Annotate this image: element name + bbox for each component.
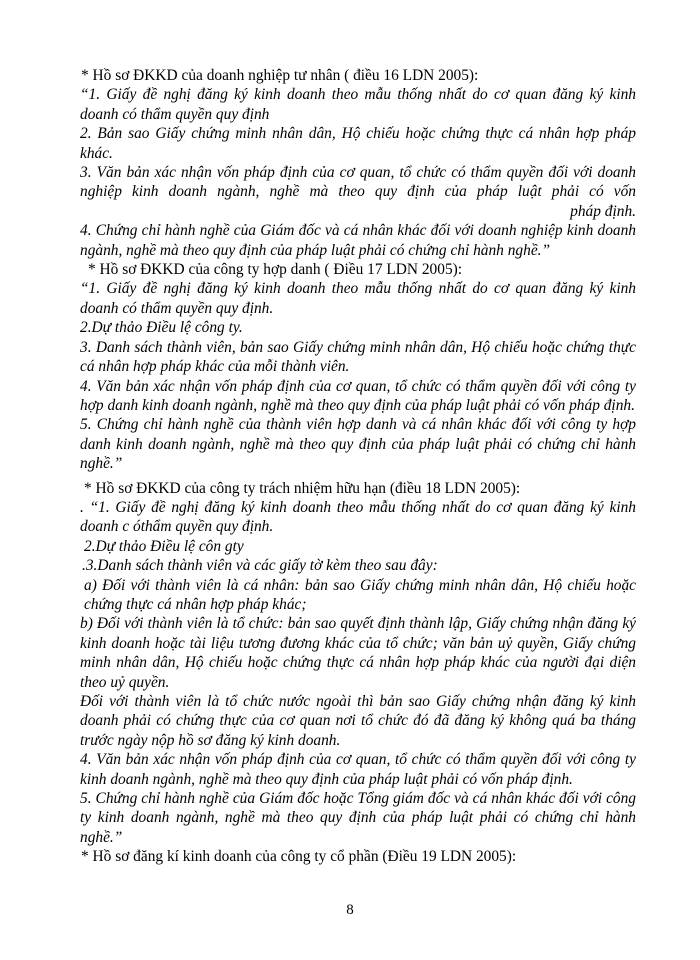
paragraph: . “1. Giấy đề nghị đăng ký kinh doanh theo mẫu thống nhất do cơ quan đăng ký kinh doanh c óthẩm quyền quy định.	[80, 498, 636, 536]
paragraph: 4. Chứng chỉ hành nghề của Giám đốc và cá nhân khác đối với doanh nghiệp kinh doanh ngành, nghề mà theo quy định của pháp luật phải có chứng chỉ hành nghề.”	[80, 222, 636, 259]
paragraph: 5. Chứng chỉ hành nghề của thành viên hợp danh và cá nhân khác đối với công ty hợp danh kinh doanh ngành, nghề mà theo quy định của pháp luật phải có chứng chỉ hành nghề.”	[80, 416, 636, 473]
section-heading: * Hồ sơ ĐKKD của doanh nghiệp tư nhân ( điều 16 LDN 2005):	[81, 67, 479, 84]
paragraph: 4. Văn bản xác nhận vốn pháp định của cơ quan, tổ chức có thẩm quyền đối với công ty kinh doanh ngành, nghề mà theo quy định của pháp luật phải có vốn pháp định.	[80, 751, 636, 788]
document-body	[80, 66, 636, 867]
paragraph: pháp định.	[570, 202, 636, 220]
paragraph: 3. Văn bản xác nhận vốn pháp định của cơ quan, tổ chức có thẩm quyền đối với doanh nghiệp kinh doanh ngành, nghề mà theo quy định của pháp luật phải có vốn	[80, 164, 636, 201]
paragraph: “1. Giấy đề nghị đăng ký kinh doanh theo mẫu thống nhất do cơ quan đăng ký kinh doanh có thẩm quyền quy định	[80, 86, 636, 123]
section-heading: * Hồ sơ đăng kí kinh doanh của công ty cổ phần (Điều 19 LDN 2005):	[81, 848, 517, 866]
section-heading: * Hồ sơ ĐKKD của công ty trách nhiệm hữu hạn (điều 18 LDN 2005):	[84, 479, 521, 497]
paragraph: Đối với thành viên là tổ chức nước ngoài thì bản sao Giấy chứng nhận đăng ký kinh doanh phải có chứng thực của cơ quan nơi tổ chức đó đã đăng ký không quá ba tháng trước ngày nộp hồ sơ đăng ký kinh doanh.	[80, 693, 636, 749]
paragraph: .3.Danh sách thành viên và các giấy tờ kèm theo sau đây:	[82, 557, 438, 575]
paragraph: a) Đối với thành viên là cá nhân: bản sao Giấy chứng minh nhân dân, Hộ chiếu hoặc chứng thực cá nhân hợp pháp khác;	[84, 576, 636, 613]
paragraph: 2.Dự thảo Điều lệ công ty.	[80, 319, 243, 337]
paragraph: 2.Dự thảo Điều lệ côn gty	[84, 537, 244, 555]
section-heading: * Hồ sơ ĐKKD của công ty hợp danh ( Điều 17 LDN 2005):	[88, 261, 463, 279]
paragraph: 2. Bản sao Giấy chứng minh nhân dân, Hộ chiếu hoặc chứng thực cá nhân hợp pháp khác.	[80, 125, 636, 162]
paragraph: 4. Văn bản xác nhận vốn pháp định của cơ quan, tổ chức có thẩm quyền đối với công ty hợp danh kinh doanh ngành, nghề mà theo quy định của pháp luật phải có vốn pháp định.	[80, 377, 636, 414]
paragraph: b) Đối với thành viên là tổ chức: bản sao quyết định thành lập, Giấy chứng nhận đăng ký kinh doanh hoặc tài liệu tương đương khác của tổ chức; văn bản uỷ quyền, Giấy chứng minh nhân dân, Hộ chiếu hoặc chứng thực cá nhân hợp pháp khác của người đại diện theo uỷ quyền.	[80, 615, 636, 691]
paragraph: “1. Giấy đề nghị đăng ký kinh doanh theo mẫu thống nhất do cơ quan đăng ký kinh doanh có thẩm quyền quy định.	[80, 280, 636, 317]
paragraph: 5. Chứng chỉ hành nghề của Giám đốc hoặc Tổng giám đốc và cá nhân khác đối với công ty kinh doanh ngành, nghề mà theo quy định của pháp luật phải có chứng chỉ hành nghề.”	[80, 790, 636, 846]
paragraph: 3. Danh sách thành viên, bản sao Giấy chứng minh nhân dân, Hộ chiếu hoặc chứng thực cá nhân hợp pháp khác của mỗi thành viên.	[80, 338, 636, 376]
page-number: 8	[346, 902, 354, 918]
